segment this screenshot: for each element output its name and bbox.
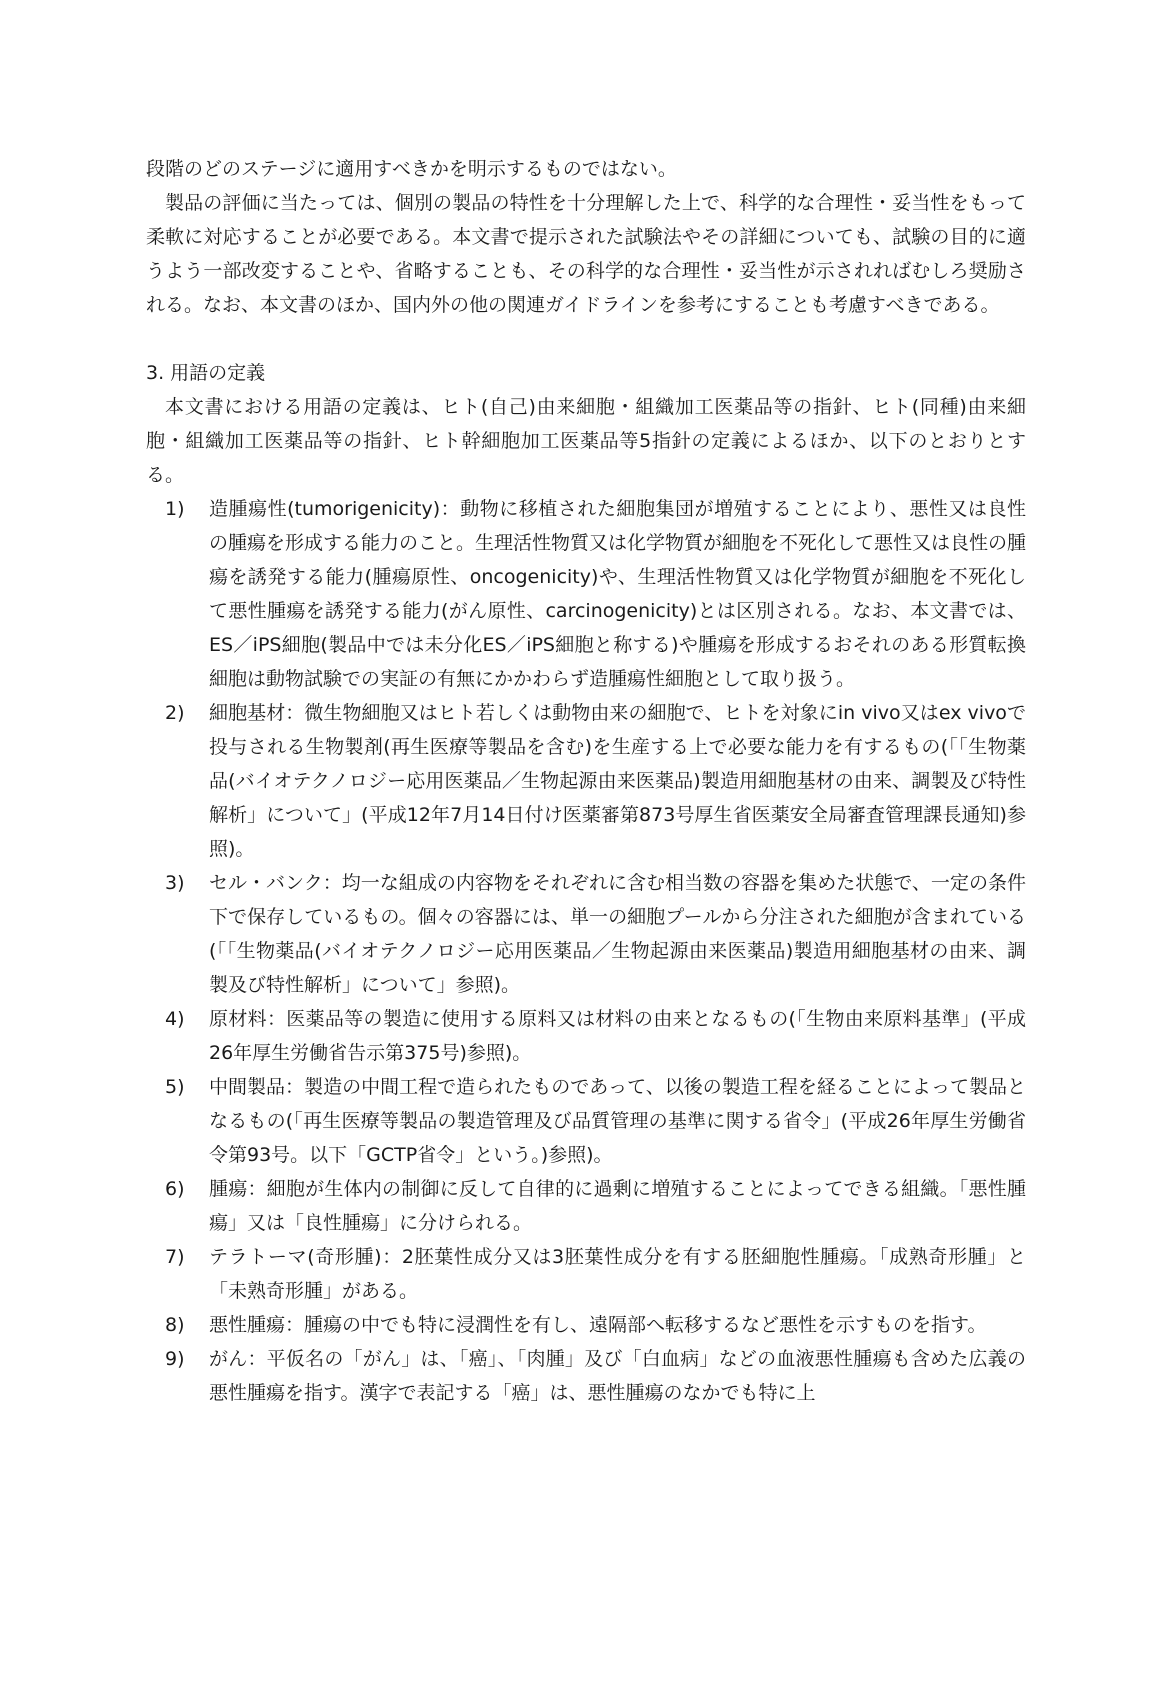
definition-number: 4) <box>165 1008 185 1030</box>
definition-text: 造腫瘍性(tumorigenicity)：動物に移植された細胞集団が増殖することにより、悪性又は良性の腫瘍を形成する能力のこと。生理活性物質又は化学物質が細胞を不死化して悪性又は良性の腫瘍を誘発する能力(腫瘍原性、oncogenicity)や、生理活性物質又は化学物質が細胞を不死化して悪性腫瘍を誘発する能力(がん原性、carcinogenicity)とは区別される。なお、本文書では、ES／iPS細胞(製品中では未分化ES／iPS細胞と称する)や腫瘍を形成するおそれのある形質転換細胞は動物試験での実証の有無にかかわらず造腫瘍性細胞として取り扱う。 <box>209 498 1027 690</box>
definition-number: 3) <box>165 872 185 894</box>
definition-text: セル・バンク：均一な組成の内容物をそれぞれに含む相当数の容器を集めた状態で、一定の条件下で保存しているもの。個々の容器には、単一の細胞プールから分注された細胞が含まれている(「「生物薬品(バイオテクノロジー応用医薬品／生物起源由来医薬品)製造用細胞基材の由来、調製及び特性解析」について」参照)。 <box>209 872 1026 996</box>
definition-number: 6) <box>165 1178 185 1200</box>
document-body <box>146 152 1026 1410</box>
section-spacer <box>146 322 1026 356</box>
definition-text: 中間製品：製造の中間工程で造られたものであって、以後の製造工程を経ることによって製品となるもの(「再生医療等製品の製造管理及び品質管理の基準に関する省令」(平成26年厚生労働省令第93号。以下「GCTP省令」という。)参照)。 <box>209 1076 1026 1166</box>
definition-item <box>146 1308 1026 1342</box>
definition-number: 9) <box>165 1348 185 1370</box>
definition-text: 腫瘍：細胞が生体内の制御に反して自律的に過剰に増殖することによってできる組織。「悪性腫瘍」又は「良性腫瘍」に分けられる。 <box>209 1178 1026 1234</box>
definition-list <box>146 492 1026 1410</box>
section-lead: 本文書における用語の定義は、ヒト(自己)由来細胞・組織加工医薬品等の指針、ヒト(同種)由来細胞・組織加工医薬品等の指針、ヒト幹細胞加工医薬品等5指針の定義によるほか、以下のとおりとする。 <box>146 396 1026 486</box>
definition-item <box>146 1240 1026 1308</box>
intro-line: 段階のどのステージに適用すべきかを明示するものではない。 <box>146 158 677 180</box>
definition-text: 悪性腫瘍：腫瘍の中でも特に浸潤性を有し、遠隔部へ転移するなど悪性を示すものを指す。 <box>209 1314 987 1336</box>
definition-item <box>146 866 1026 1002</box>
definition-item <box>146 696 1026 866</box>
definition-item <box>146 1070 1026 1172</box>
definition-text: 原材料：医薬品等の製造に使用する原料又は材料の由来となるもの(「生物由来原料基準」(平成26年厚生労働省告示第375号)参照)。 <box>209 1008 1026 1064</box>
definition-item <box>146 492 1026 696</box>
definition-number: 8) <box>165 1314 185 1336</box>
definition-number: 1) <box>165 498 185 520</box>
definition-number: 7) <box>165 1246 185 1268</box>
intro-paragraph: 製品の評価に当たっては、個別の製品の特性を十分理解した上で、科学的な合理性・妥当性をもって柔軟に対応することが必要である。本文書で提示された試験法やその詳細についても、試験の目的に適うよう一部改変することや、省略することも、その科学的な合理性・妥当性が示されればむしろ奨励される。なお、本文書のほか、国内外の他の関連ガイドラインを参考にすることも考慮すべきである。 <box>146 192 1026 316</box>
definition-number: 5) <box>165 1076 185 1098</box>
definition-text: テラトーマ(奇形腫)：2胚葉性成分又は3胚葉性成分を有する胚細胞性腫瘍。「成熟奇形腫」と「未熟奇形腫」がある。 <box>209 1246 1026 1302</box>
definition-text: 細胞基材：微生物細胞又はヒト若しくは動物由来の細胞で、ヒトを対象にin vivo又はex vivoで投与される生物製剤(再生医療等製品を含む)を生産する上で必要な能力を有するもの(「「生物薬品(バイオテクノロジー応用医薬品／生物起源由来医薬品)製造用細胞基材の由来、調製及び特性解析」について」(平成12年7月14日付け医薬審第873号厚生省医薬安全局審査管理課長通知)参照)。 <box>209 702 1026 860</box>
section-heading: 3. 用語の定義 <box>146 362 266 384</box>
definition-item <box>146 1342 1026 1410</box>
definition-item <box>146 1172 1026 1240</box>
definition-item <box>146 1002 1026 1070</box>
definition-number: 2) <box>165 702 185 724</box>
definition-text: がん：平仮名の「がん」は、「癌」、「肉腫」及び「白血病」などの血液悪性腫瘍も含めた広義の悪性腫瘍を指す。漢字で表記する「癌」は、悪性腫瘍のなかでも特に上 <box>209 1348 1026 1404</box>
